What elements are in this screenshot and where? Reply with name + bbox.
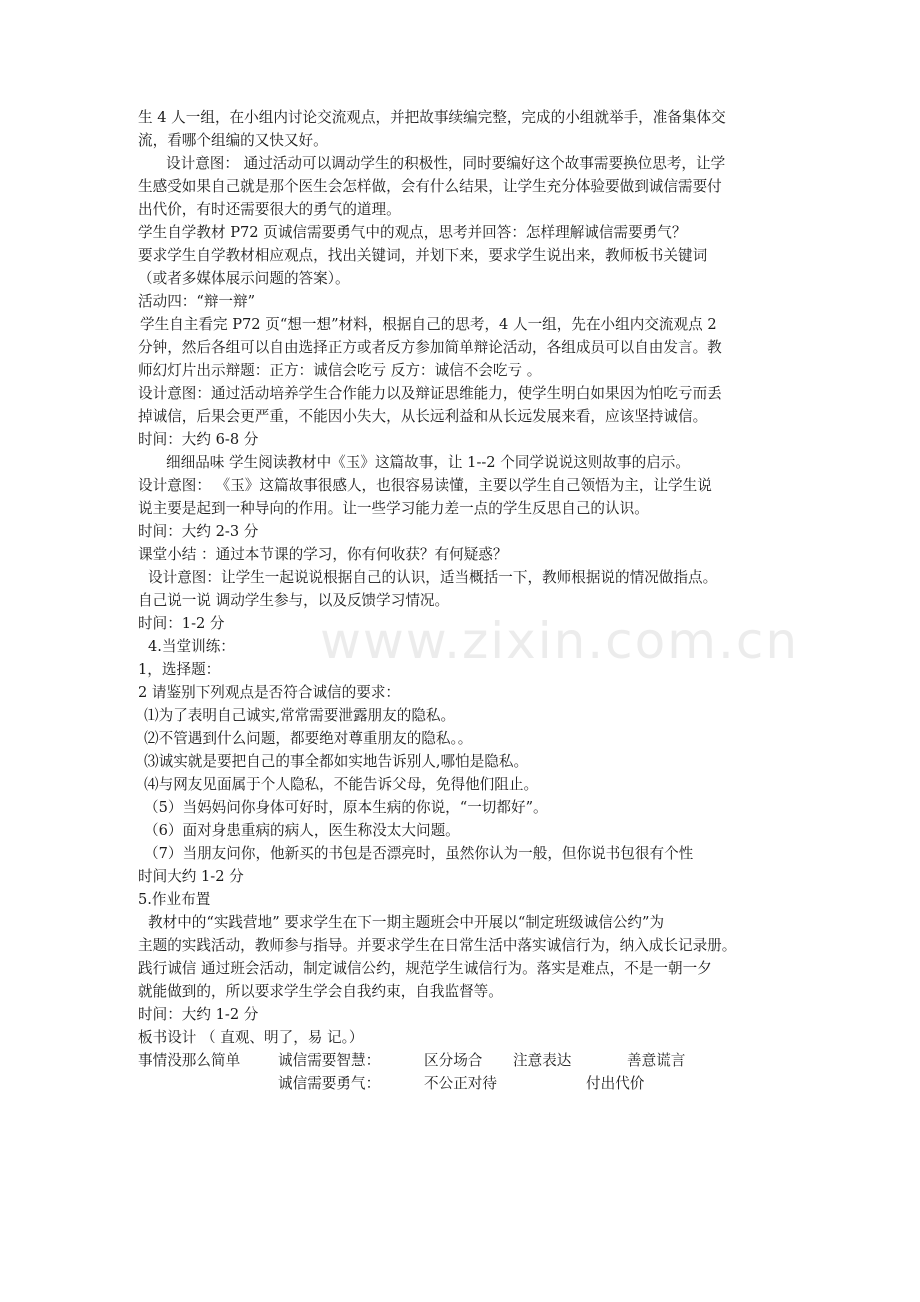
time-line: 时间：大约 2-3 分 (138, 523, 259, 540)
board-cell: 付出代价 (586, 1075, 645, 1092)
text-line: 出代价，有时还需要很大的勇气的道理。 (138, 201, 401, 218)
board-cell: 注意表达 (513, 1052, 572, 1069)
text-line: 细细品味 学生阅读教材中《玉》这篇故事，让 1--2 个同学说说这则故事的启示。 (166, 454, 690, 471)
text-line: 学生自主看完 P72 页“想一想”材料，根据自己的思考，4 人一组，先在小组内交流观点 2 (140, 316, 717, 333)
text-line: 师幻灯片出示辩题：正方：诚信会吃亏 反方：诚信不会吃亏 。 (138, 362, 542, 379)
text-line: 就能做到的，所以要求学生学会自我约束，自我监督等。 (138, 983, 503, 1000)
list-item: （5）当妈妈问你身体可好时，原本生病的你说，“一切都好”。 (144, 799, 548, 816)
list-item: （7）当朋友问你，他新买的书包是否漂亮时，虽然你认为一般，但你说书包很有个性 (144, 845, 694, 862)
text-line: 2 请鉴别下列观点是否符合诚信的要求： (138, 684, 401, 701)
section-heading: 5.作业布置 (138, 891, 211, 908)
text-line: 说主要是起到一种导向的作用。让一些学习能力差一点的学生反思自己的认识。 (138, 500, 649, 517)
board-cell: 诚信需要智慧： (278, 1052, 381, 1069)
list-item: ⑶诚实就是要把自己的事全都如实地告诉别人,哪怕是隐私。 (144, 753, 529, 770)
text-line: 设计意图：通过活动培养学生合作能力以及辩证思维能力，使学生明白如果因为怕吃亏而丢 (138, 385, 722, 402)
text-line: 课堂小结 ：通过本节课的学习，你有何收获？有何疑惑？ (138, 546, 508, 563)
text-line: 践行诚信 通过班会活动，制定诚信公约，规范学生诚信行为。落实是难点，不是一朝一夕 (138, 960, 712, 977)
text-line: 要求学生自学教材相应观点，找出关键词，并划下来，要求学生说出来，教师板书关键词 (138, 247, 708, 264)
watermark: www.zixin.com.cn (320, 612, 800, 670)
time-line: 时间：大约 6-8 分 (138, 431, 259, 448)
text-line: 掉诚信，后果会更严重，不能因小失大，从长远利益和从长远发展来看，应该坚持诚信。 (138, 408, 708, 425)
text-line: 自己说一说 调动学生参与，以及反馈学习情况。 (138, 592, 450, 609)
text-line: 设计意图： 通过活动可以调动学生的积极性，同时要编好这个故事需要换位思考，让学 (166, 155, 726, 172)
text-line: 1，选择题： (138, 661, 221, 678)
list-item: ⑷与网友见面属于个人隐私，不能告诉父母，免得他们阻止。 (144, 776, 539, 793)
list-item: ⑴为了表明自己诚实,常常需要泄露朋友的隐私。 (144, 707, 456, 724)
text-line: 分钟，然后各组可以自由选择正方或者反方参加简单辩论活动，各组成员可以自由发言。教 (138, 339, 722, 356)
text-line: 生 4 人一组，在小组内讨论交流观点，并把故事续编完整，完成的小组就举手，准备集体交 (138, 109, 726, 126)
section-heading: 板书设计 （ 直观、明了，易 记。） (138, 1029, 364, 1046)
text-line: 教材中的“实践营地” 要求学生在下一期主题班会中开展以“制定班级诚信公约”为 (148, 914, 665, 931)
document-page (138, 106, 788, 1095)
section-heading: 活动四：“辩一辩” (138, 293, 256, 310)
text-line: 主题的实践活动，教师参与指导。并要求学生在日常生活中落实诚信行为，纳入成长记录册。 (138, 937, 737, 954)
text-line: 生感受如果自己就是那个医生会怎样做，会有什么结果，让学生充分体验要做到诚信需要付 (138, 178, 722, 195)
board-cell: 善意谎言 (627, 1052, 686, 1069)
text-line: （或者多媒体展示问题的答案）。 (138, 270, 350, 287)
board-design-row (138, 1072, 788, 1095)
board-design-row (138, 1049, 788, 1072)
time-line: 时间：大约 1-2 分 (138, 1006, 259, 1023)
board-cell: 区分场合 (424, 1052, 483, 1069)
board-cell: 事情没那么简单 (138, 1052, 241, 1069)
time-line: 时间：1-2 分 (138, 615, 225, 632)
text-line: 流，看哪个组编的又快又好。 (138, 132, 328, 149)
time-line: 时间大约 1-2 分 (138, 868, 244, 885)
section-heading: 4.当堂训练： (148, 638, 235, 655)
text-line: 设计意图： 《玉》这篇故事很感人，也很容易读懂，主要以学生自己领悟为主，让学生说 (138, 477, 712, 494)
text-line: 学生自学教材 P72 页诚信需要勇气中的观点，思考并回答：怎样理解诚信需要勇气？ (138, 224, 687, 241)
board-cell: 不公正对待 (424, 1075, 497, 1092)
list-item: （6）面对身患重病的病人，医生称没太大问题。 (144, 822, 460, 839)
list-item: ⑵不管遇到什么问题，都要绝对尊重朋友的隐私。。 (144, 730, 473, 747)
text-line: 设计意图：让学生一起说说根据自己的认识，适当概括一下，教师根据说的情况做指点。 (148, 569, 718, 586)
board-cell: 诚信需要勇气： (278, 1075, 381, 1092)
